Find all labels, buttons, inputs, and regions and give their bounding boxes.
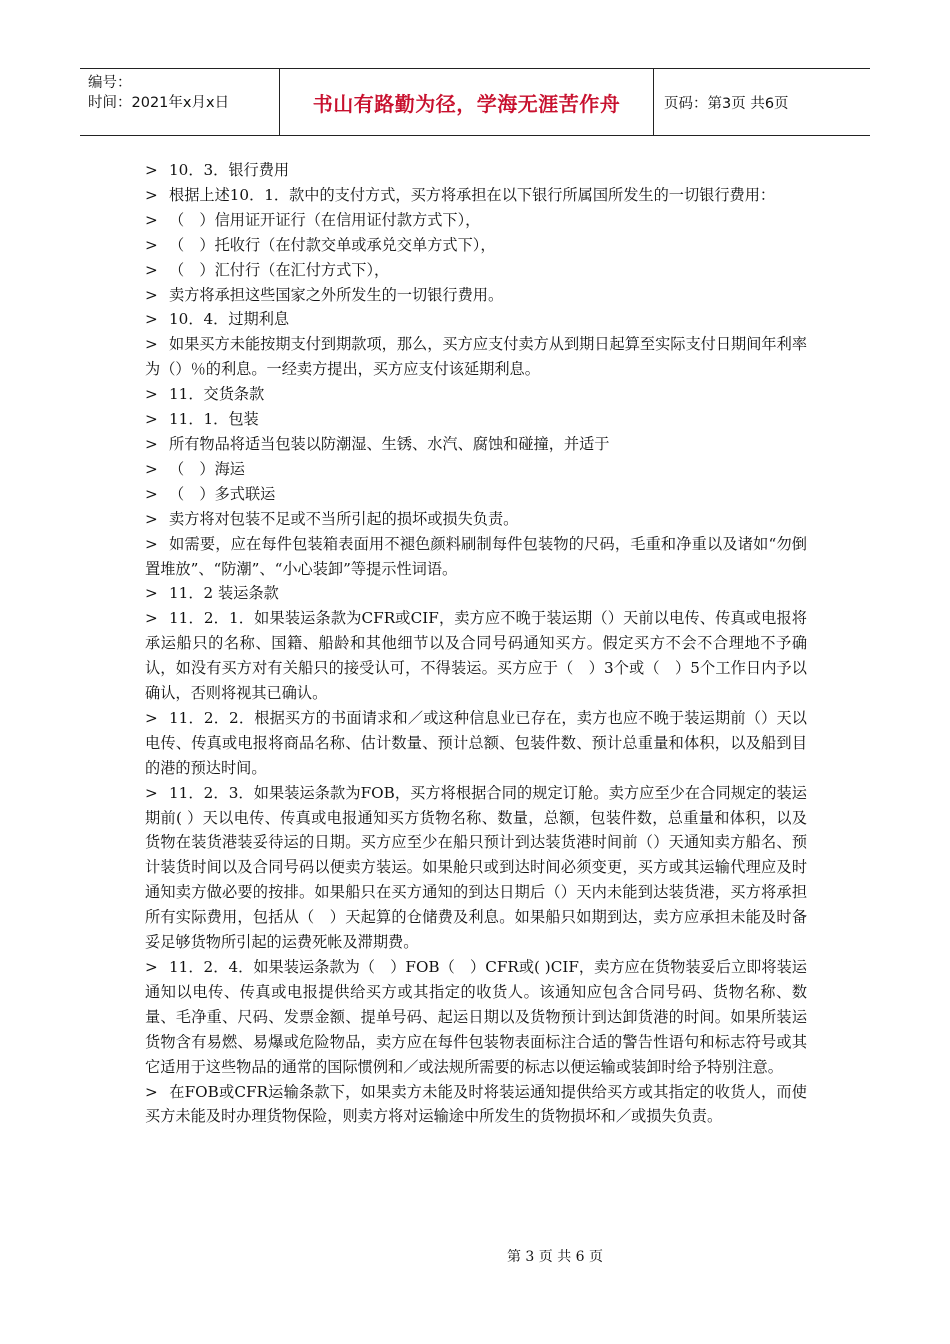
paragraph — [145, 332, 807, 382]
paragraph-text: 根据上述10．1．款中的支付方式，买方将承担在以下银行所属国所发生的一切银行费用： — [169, 185, 776, 204]
paragraph — [145, 258, 807, 283]
bullet-marker: > — [145, 161, 158, 179]
paragraph — [145, 233, 807, 258]
paragraph-text: 卖方将承担这些国家之外所发生的一切银行费用。 — [169, 285, 504, 304]
paragraph — [145, 457, 807, 482]
header-motto-cell — [280, 69, 654, 135]
paragraph-text: 11．2．3．如果装运条款为FOB，买方将根据合同的规定订舱。卖方应至少在合同规定的装运期前( ）天以电传、传真或电报通知买方货物名称、数量，总额，包装件数，总重量和体积，以及货物在装货港装妥待运的日期。买方应至少在船只预计到达装货港时间前（）天通知卖方船名、预计装货时间以及合同号码以便卖方装运。如果舱只或到达时间必须变更，买方或其运输代理应及时通知卖方做必要的按排。如果船只在买方通知的到达日期后（）天内未能到达装货港，买方将承担所有实际费用，包括从（ ）天起算的仓储费及利息。如果船只如期到达，卖方应承担未能及时备妥足够货物所引起的运费死帐及滞期费。 — [145, 783, 807, 952]
paragraph — [145, 283, 807, 308]
paragraph — [145, 432, 807, 457]
header-page-info: 页码：第3页 共6页 — [664, 95, 789, 112]
paragraph-text: （ ）信用证开证行（在信用证付款方式下）， — [169, 210, 481, 229]
bullet-marker: > — [145, 958, 158, 976]
paragraph-text: 11．1．包装 — [169, 410, 259, 429]
document-body — [145, 158, 807, 1129]
paragraph-text: 10．3．银行费用 — [169, 161, 290, 179]
bullet-marker: > — [145, 584, 158, 603]
paragraph — [145, 507, 807, 532]
header-page-cell — [654, 69, 870, 135]
paragraph — [145, 382, 807, 407]
page-footer — [0, 1246, 950, 1266]
bullet-marker: > — [145, 285, 158, 304]
header-meta-cell — [80, 69, 280, 135]
header-motto: 书山有路勤为径，学海无涯苦作舟 — [312, 91, 621, 116]
paragraph — [145, 158, 807, 183]
footer-page-number: 第 3 页 共 6 页 — [506, 1249, 604, 1265]
bullet-marker: > — [145, 385, 158, 404]
paragraph — [145, 581, 807, 606]
paragraph-text: 11．2．4．如果装运条款为（ ）FOB（ ）CFR或( )CIF，卖方应在货物装妥后立即将装运通知以电传、传真或电报提供给买方或其指定的收货人。该通知应包含合同号码、货物名称、数量、毛净重、尺码、发票金额、提单号码、起运日期以及货物预计到达卸货港的时间。如果所装运货物含有易燃、易爆或危险物品，卖方应在每件包装物表面标注合适的警告性语句和标志符号或其它适用于这些物品的通常的国际惯例和／或法规所需要的标志以便运输或装卸时给予特别注意。 — [145, 958, 807, 1076]
bullet-marker: > — [145, 459, 158, 478]
paragraph — [145, 781, 807, 955]
paragraph — [145, 1080, 807, 1130]
bullet-marker: > — [145, 185, 158, 204]
bullet-marker: > — [145, 260, 158, 279]
bullet-marker: > — [145, 1082, 158, 1101]
document-date: 时间：2021年x月x日 — [88, 95, 230, 111]
bullet-marker: > — [145, 509, 158, 528]
bullet-marker: > — [145, 210, 158, 229]
paragraph — [145, 183, 807, 208]
bullet-marker: > — [145, 708, 158, 727]
paragraph-text: （ ）汇付行（在汇付方式下）， — [169, 260, 390, 279]
paragraph-text: 如需要，应在每件包装箱表面用不褪色颜料刷制每件包装物的尺码，毛重和净重以及诸如“勿倒置堆放”、“防潮”、“小心装卸”等提示性词语。 — [145, 534, 807, 578]
paragraph — [145, 208, 807, 233]
header-table — [80, 68, 870, 136]
bullet-marker: > — [145, 310, 158, 329]
paragraph — [145, 706, 807, 781]
paragraph-text: （ ）多式联运 — [169, 484, 276, 503]
paragraph — [145, 482, 807, 507]
bullet-marker: > — [145, 484, 158, 503]
bullet-marker: > — [145, 609, 158, 628]
paragraph-text: 11．2 装运条款 — [169, 584, 279, 603]
paragraph-text: 11．交货条款 — [169, 385, 265, 404]
bullet-marker: > — [145, 434, 158, 453]
bullet-marker: > — [145, 235, 158, 254]
bullet-marker: > — [145, 335, 158, 354]
paragraph — [145, 532, 807, 582]
paragraph-text: （ ）托收行（在付款交单或承兑交单方式下）， — [169, 235, 496, 254]
paragraph-text: 11．2．1．如果装运条款为CFR或CIF，卖方应不晚于装运期（）天前以电传、传真或电报将承运船只的名称、国籍、船龄和其他细节以及合同号码通知买方。假定买方不会不合理地不予确认，如没有买方对有关船只的接受认可，不得装运。买方应于（ ）3个或（ ）5个工作日内予以确认，否则将视其已确认。 — [145, 609, 807, 703]
paragraph — [145, 606, 807, 706]
paragraph-text: （ ）海运 — [169, 459, 245, 478]
paragraph-text: 所有物品将适当包装以防潮湿、生锈、水汽、腐蚀和碰撞，并适于 — [169, 434, 610, 453]
paragraph — [145, 955, 807, 1080]
bullet-marker: > — [145, 534, 158, 553]
bullet-marker: > — [145, 783, 158, 802]
paragraph-text: 卖方将对包装不足或不当所引起的损坏或损失负责。 — [169, 509, 519, 528]
document-number-label: 编号： — [88, 75, 132, 91]
paragraph — [145, 307, 807, 332]
paragraph-text: 在FOB或CFR运输条款下，如果卖方未能及时将装运通知提供给买方或其指定的收货人，而使买方未能及时办理货物保险，则卖方将对运输途中所发生的货物损坏和／或损失负责。 — [145, 1082, 807, 1126]
paragraph-text: 如果买方未能按期支付到期款项，那么，买方应支付卖方从到期日起算至实际支付日期间年利率为（）％的利息。一经卖方提出，买方应支付该延期利息。 — [145, 335, 807, 379]
paragraph-text: 10．4．过期利息 — [169, 310, 290, 329]
paragraph — [145, 407, 807, 432]
bullet-marker: > — [145, 410, 158, 429]
paragraph-text: 11．2．2．根据买方的书面请求和／或这种信息业已存在，卖方也应不晚于装运期前（）天以电传、传真或电报将商品名称、估计数量、预计总额、包装件数、预计总重量和体积，以及船到目的港的预达时间。 — [145, 708, 807, 777]
